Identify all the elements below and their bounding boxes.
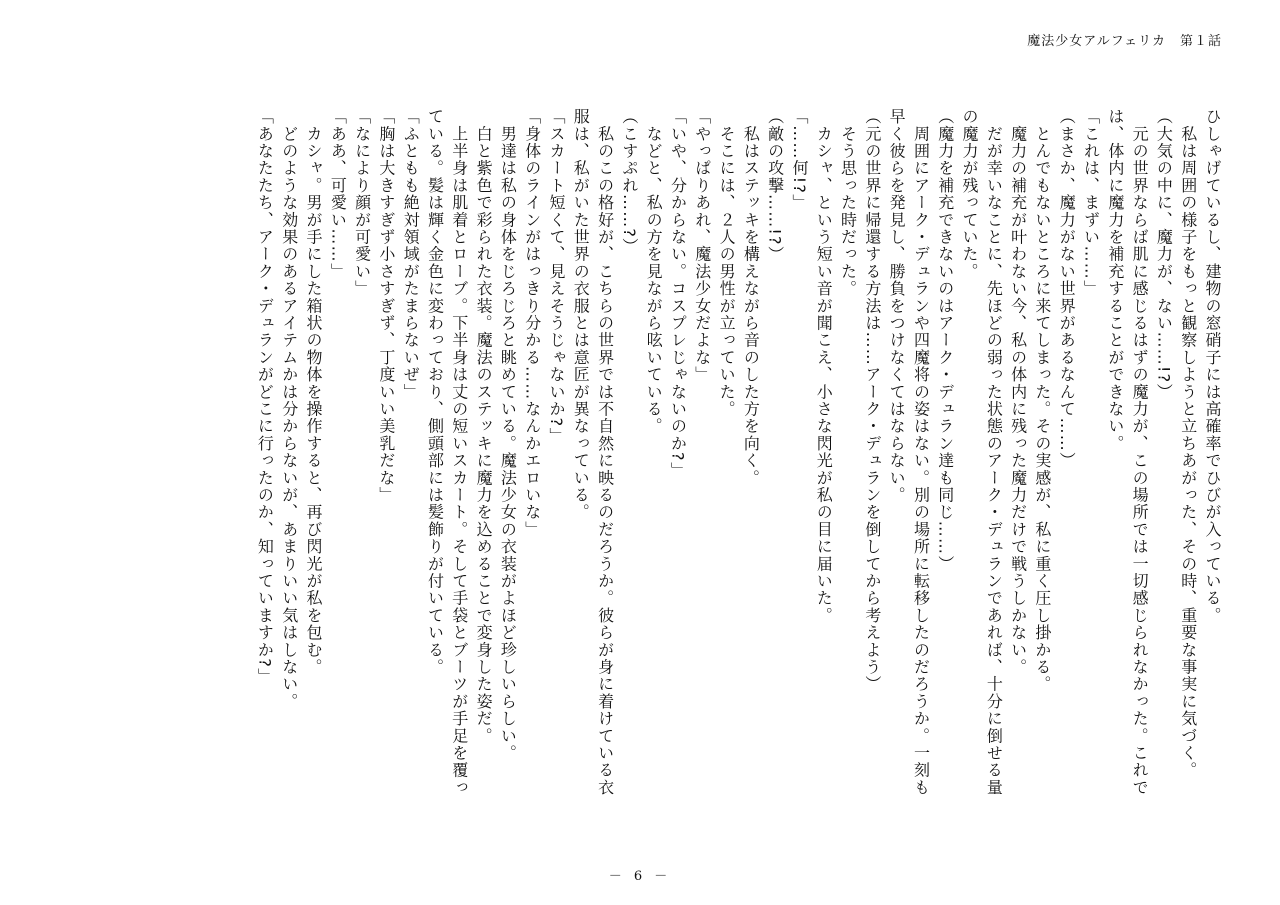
text-line: （まさか、魔力がない世界があるなんて……） (1057, 108, 1077, 470)
text-line: 男達は私の身体をじろじろと眺めている。魔法少女の衣装がよほど珍しいらしい。 (498, 108, 518, 762)
text-line: （こすぷれ……?） (619, 108, 639, 256)
text-line: の魔力が残っていた。 (960, 108, 980, 280)
text-line: ている。髪は輝く金色に変わっており、側頭部には髪飾りが付いている。 (425, 108, 445, 676)
text-line: とんでもないところに来てしまった。その実感が、私に重く圧し掛かる。 (1032, 108, 1052, 693)
text-line: などと、私の方を見ながら呟いている。 (644, 108, 664, 435)
text-line: （魔力を補充できないのはアーク・デュラン達も同じ……） (935, 108, 955, 573)
text-line: 「これは、まずい……」 (1081, 108, 1101, 298)
text-line: 周囲にアーク・デュランや四魔将の姿はない。別の場所に転移したのだろうか。一刻も (911, 108, 931, 796)
text-line: 元の世界ならば肌に感じるはずの魔力が、この場所では一切感じられなかった。これで (1130, 108, 1150, 796)
text-line: 上半身は肌着とローブ。下半身は丈の短いスカート。そして手袋とブーツが手足を覆っ (449, 108, 469, 797)
text-line: 魔力の補充が叶わない今、私の体内に残った魔力だけで戦うしかない。 (1008, 108, 1028, 676)
text-line: 早く彼らを発見し、勝負をつけなくてはならない。 (887, 108, 907, 504)
text-line: （元の世界に帰還する方法は……アーク・デュランを倒してから考えよう） (862, 108, 882, 693)
text-line: 「スカート短くて、見えそうじゃないか?」 (546, 108, 566, 445)
text-line: 「いや、分からない。コスプレじゃないのか?」 (668, 108, 688, 479)
text-line: カシャ。男が手にした箱状の物体を操作すると、再び閃光が私を包む。 (304, 108, 324, 676)
text-line: は、体内に魔力を補充することができない。 (1105, 108, 1125, 452)
text-line: 私はステッキを構えながら音のした方を向く。 (741, 108, 761, 487)
text-line: 「身体のラインがはっきり分かる……なんかエロいな」 (522, 108, 542, 538)
text-line: 「やっぱりあれ、魔法少女だよな」 (692, 108, 712, 384)
text-line: 「ああ、可愛い……」 (328, 108, 348, 280)
text-line: 「あなたたち、アーク・デュランがどこに行ったのか、知っていますか?」 (255, 108, 275, 686)
text-line: 服は、私がいた世界の衣服とは意匠が異なっている。 (571, 108, 591, 521)
text-line: そこには、２人の男性が立っていた。 (717, 108, 737, 418)
text-line: 「なにより顔が可愛い」 (352, 108, 372, 298)
text-line: だが幸いなことに、先ほどの弱った状態のアーク・デュランであれば、十分に倒せる量 (984, 108, 1004, 796)
text-line: （大気の中に、魔力が、ない……!?） (1154, 108, 1174, 401)
text-line: （敵の攻撃……!?） (765, 108, 785, 263)
text-line: 私は周囲の様子をもっと観察しようと立ちあがった、その時、重要な事実に気づく。 (1178, 108, 1198, 779)
text-line: 「ふともも絶対領域がたまらないぜ」 (401, 108, 421, 401)
text-line: どのような効果のあるアイテムかは分からないが、あまりいい気はしない。 (279, 108, 299, 710)
text-line: 「……何!?」 (789, 108, 809, 212)
vertical-body-text (64, 108, 1224, 808)
text-line: ひしゃげているし、建物の窓硝子には高確率でひびが入っている。 (1203, 108, 1222, 624)
text-line: そう思った時だった。 (838, 108, 858, 298)
text-line: 「胸は大きすぎず小さすぎず、丁度いい美乳だな」 (376, 108, 396, 504)
running-header: 魔法少女アルフェリカ 第１話 (1027, 34, 1222, 49)
text-line: カシャ、という短い音が聞こえ、小さな閃光が私の目に届いた。 (814, 108, 834, 624)
text-line: 白と紫色で彩られた衣装。魔法のステッキに魔力を込めることで変身した姿だ。 (474, 108, 494, 745)
text-line: 私のこの格好が、こちらの世界では不自然に映るのだろうか。彼らが身に着けている衣 (595, 108, 615, 796)
page-number: － 6 － (608, 869, 672, 884)
